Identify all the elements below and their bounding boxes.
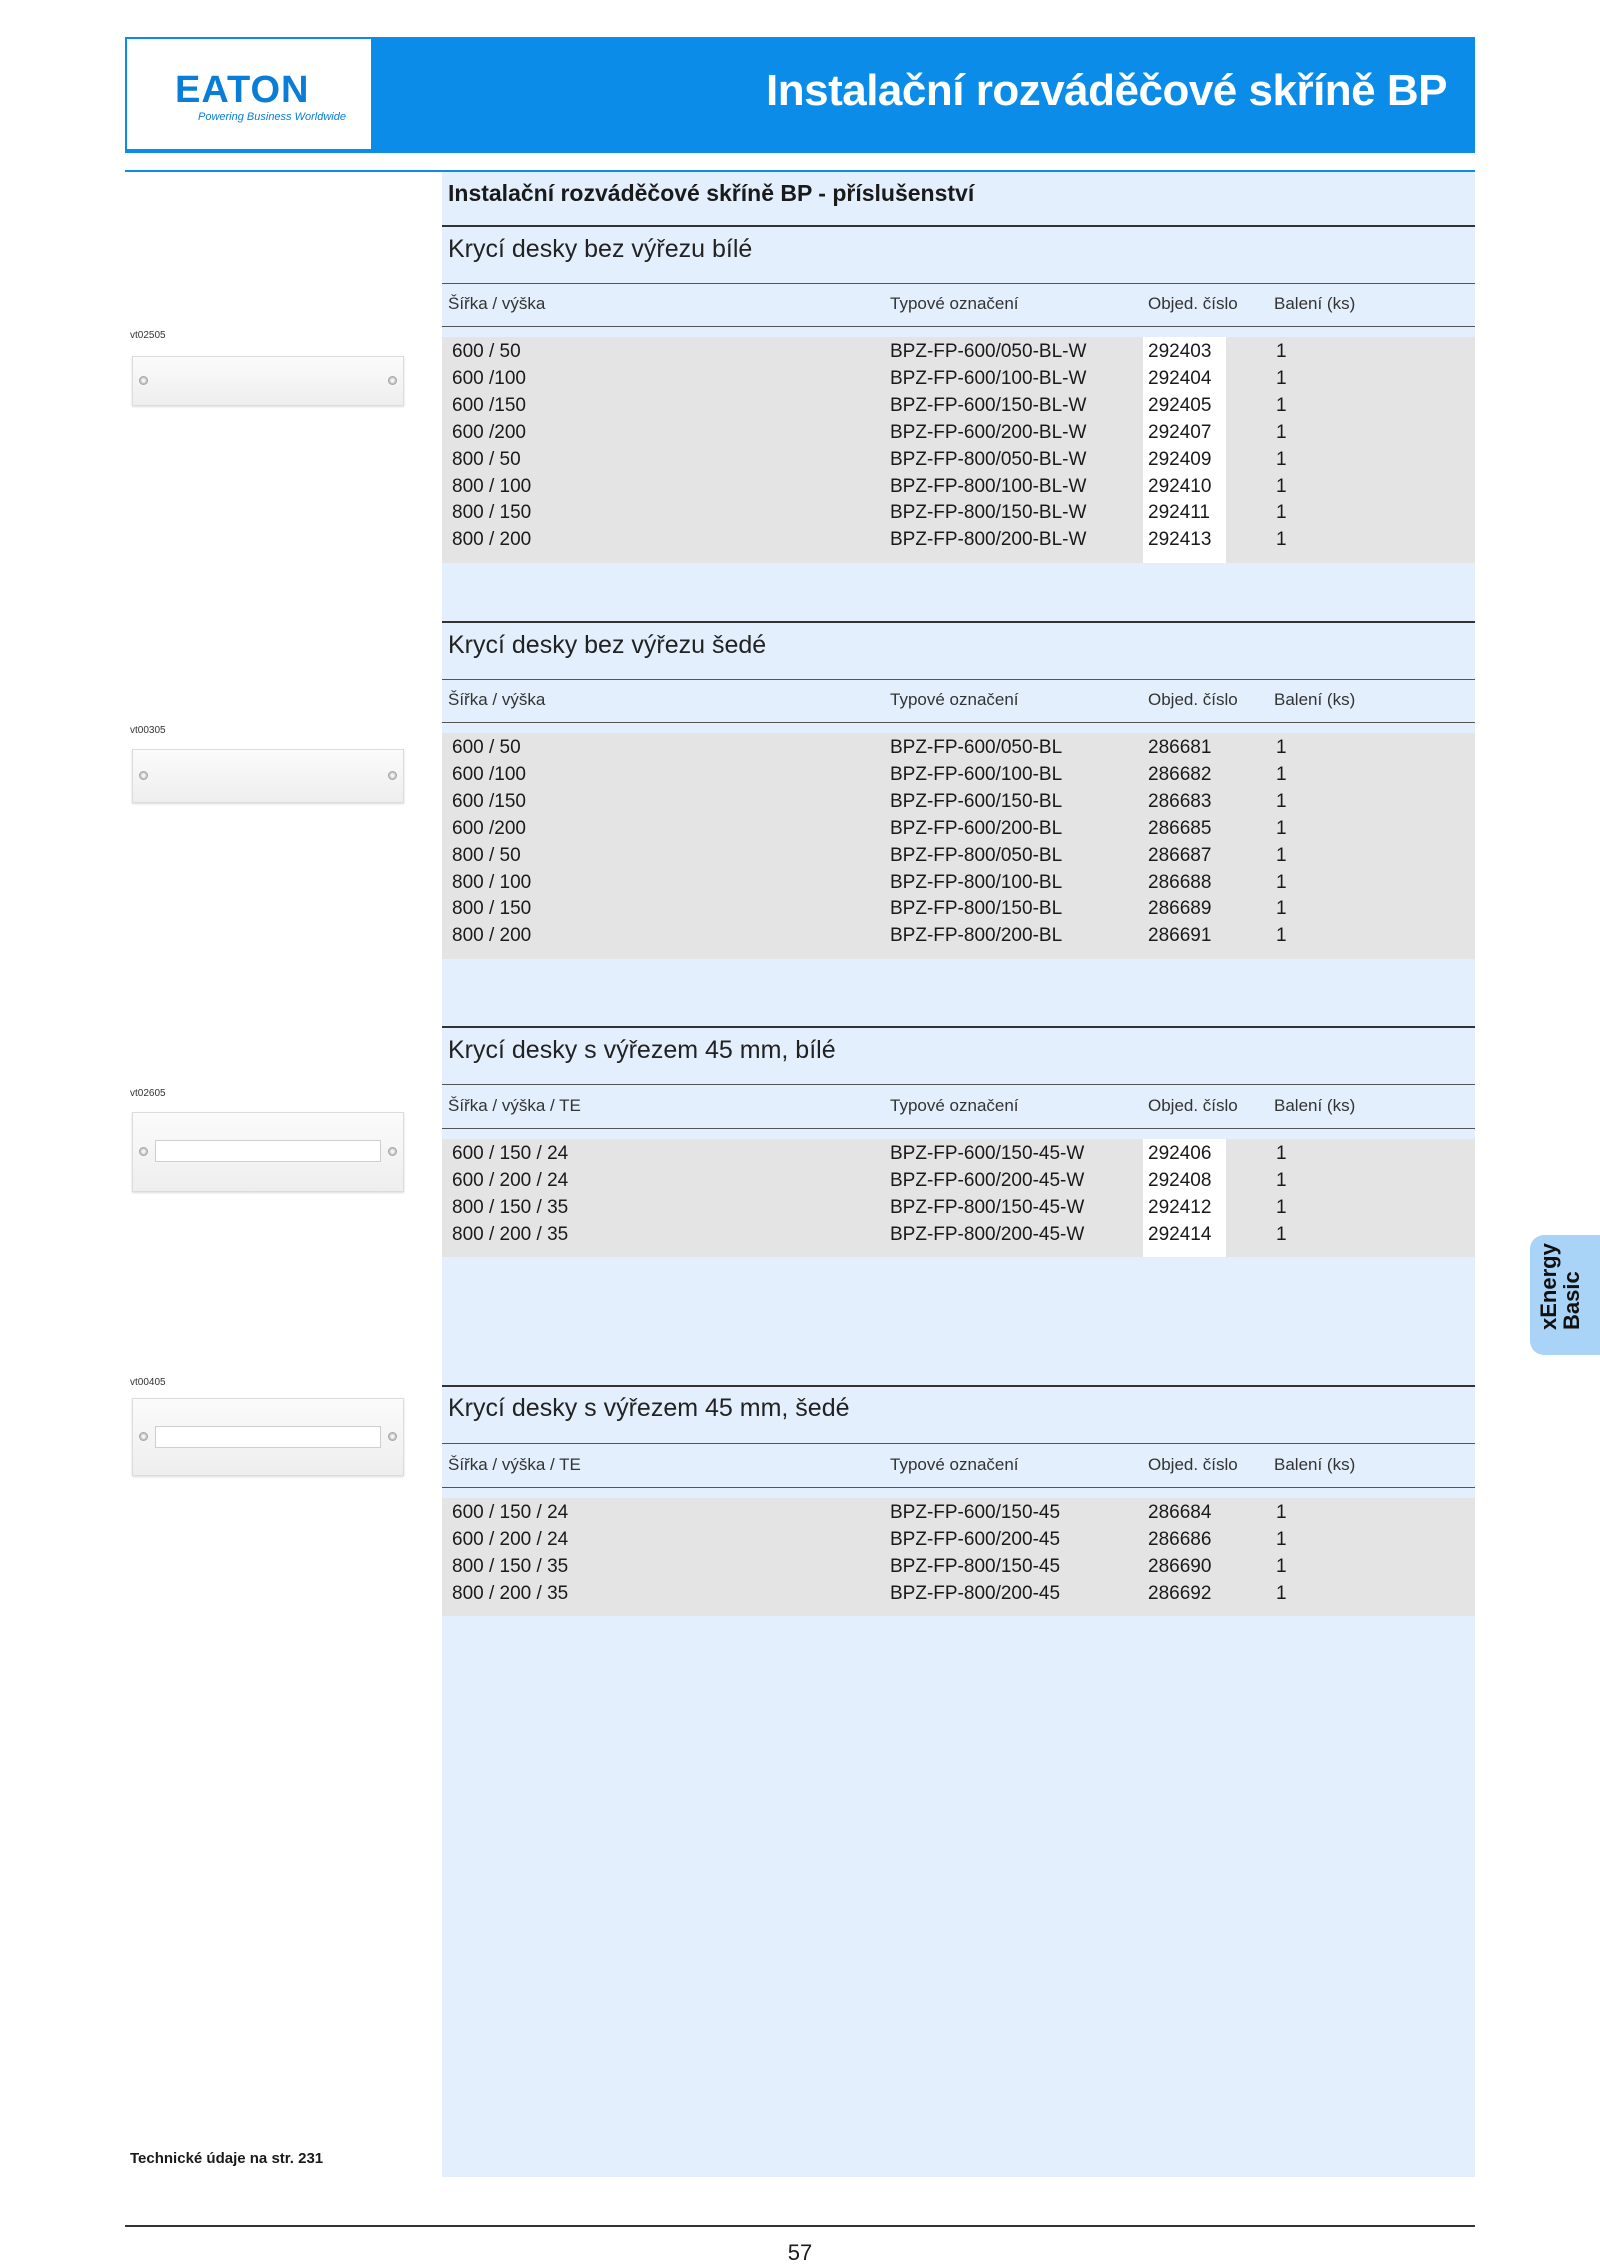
- cell-order-no: 292405: [1148, 394, 1212, 416]
- cell-type: BPZ-FP-800/200-45: [890, 1582, 1061, 1604]
- cell-type: BPZ-FP-600/150-45-W: [890, 1143, 1085, 1164]
- cell-order-no: 286690: [1148, 1555, 1212, 1577]
- table-row: [0, 341, 1600, 368]
- cell-size: 800 / 200 / 35: [452, 1223, 569, 1245]
- table-row: [0, 422, 1600, 449]
- cell-type: BPZ-FP-800/150-BL: [890, 898, 1063, 920]
- cell-type: BPZ-FP-600/150-BL: [890, 790, 1063, 812]
- cell-type: BPZ-FP-800/200-45-W: [890, 1223, 1085, 1245]
- column-header-type: Typové označení: [890, 294, 1019, 313]
- cell-size: 800 / 200: [452, 925, 532, 947]
- table-row: [0, 845, 1600, 872]
- section-divider: [442, 225, 1475, 227]
- cutout-slot: [155, 1426, 381, 1448]
- table-row: [0, 1197, 1600, 1224]
- technical-data-note: Technické údaje na str. 231: [130, 2150, 324, 2167]
- table-row: [0, 791, 1600, 818]
- cell-size: 600 /200: [452, 817, 526, 839]
- table-header-bottom-rule: [442, 326, 1475, 327]
- cell-pack: 1: [1276, 367, 1287, 389]
- cell-order-no: 292412: [1148, 1196, 1212, 1218]
- cell-size: 800 / 150: [452, 898, 532, 920]
- table-row: [0, 1170, 1600, 1197]
- cell-size: 800 / 50: [452, 448, 521, 470]
- column-header-size: Šířka / výška / TE: [448, 1096, 581, 1115]
- cell-order-no: 292407: [1148, 421, 1212, 443]
- column-header-size: Šířka / výška: [448, 690, 546, 709]
- cell-size: 800 / 150 / 35: [452, 1555, 569, 1577]
- table-header-top-rule: [442, 679, 1475, 680]
- eaton-logo: [127, 39, 371, 149]
- table-row: [0, 1529, 1600, 1556]
- cell-order-no: 292404: [1148, 367, 1212, 389]
- column-header-order-no: Objed. číslo: [1148, 690, 1238, 709]
- cell-type: BPZ-FP-800/100-BL-W: [890, 475, 1087, 497]
- cell-type: BPZ-FP-600/100-BL-W: [890, 367, 1087, 389]
- table-row: [0, 872, 1600, 899]
- table-header-top-rule: [442, 1084, 1475, 1085]
- cell-order-no: 292403: [1148, 341, 1212, 362]
- table-row: [0, 925, 1600, 952]
- cell-pack: 1: [1276, 817, 1287, 839]
- cell-order-no: 292408: [1148, 1169, 1212, 1191]
- cell-type: BPZ-FP-800/200-BL: [890, 925, 1063, 947]
- screw-icon: [139, 1432, 148, 1441]
- cell-size: 600 /150: [452, 790, 526, 812]
- cell-type: BPZ-FP-800/050-BL: [890, 844, 1063, 866]
- cell-type: BPZ-FP-800/050-BL-W: [890, 448, 1087, 470]
- page-subtitle: Instalační rozváděčové skříně BP - příslušenství: [448, 180, 975, 206]
- cell-type: BPZ-FP-600/150-45: [890, 1502, 1061, 1523]
- cell-order-no: 292409: [1148, 448, 1212, 470]
- table-row: [0, 818, 1600, 845]
- cell-size: 600 / 50: [452, 341, 521, 362]
- cover-panel-image: [132, 1398, 404, 1476]
- column-header-order-no: Objed. číslo: [1148, 294, 1238, 313]
- cell-pack: 1: [1276, 1196, 1287, 1218]
- cell-order-no: 292410: [1148, 475, 1212, 497]
- cell-type: BPZ-FP-800/200-BL-W: [890, 529, 1087, 551]
- column-header-size: Šířka / výška / TE: [448, 1455, 581, 1474]
- page-number: 57: [787, 2240, 813, 2265]
- table-row: [0, 449, 1600, 476]
- table-row: [0, 476, 1600, 503]
- cell-size: 600 / 50: [452, 737, 521, 758]
- cell-pack: 1: [1276, 502, 1287, 524]
- column-header-order-no: Objed. číslo: [1148, 1096, 1238, 1115]
- cell-type: BPZ-FP-600/200-BL-W: [890, 421, 1087, 443]
- image-code: vt02605: [130, 1088, 166, 1099]
- cell-order-no: 286684: [1148, 1502, 1212, 1523]
- table-header-top-rule: [442, 283, 1475, 284]
- cell-size: 600 / 200 / 24: [452, 1169, 569, 1191]
- table-row: [0, 368, 1600, 395]
- cell-pack: 1: [1276, 341, 1287, 362]
- cell-type: BPZ-FP-800/150-45-W: [890, 1196, 1085, 1218]
- column-header-pack: Balení (ks): [1274, 1096, 1356, 1115]
- cell-order-no: 286691: [1148, 925, 1212, 947]
- cell-pack: 1: [1276, 844, 1287, 866]
- cell-pack: 1: [1276, 1502, 1287, 1523]
- cell-size: 800 / 200 / 35: [452, 1582, 569, 1604]
- cell-size: 800 / 150 / 35: [452, 1196, 569, 1218]
- logo-wordmark: EATON: [175, 69, 310, 111]
- column-header-pack: Balení (ks): [1274, 690, 1356, 709]
- chapter-tab-label: xEnergy Basic: [1536, 1243, 1585, 1330]
- section-title: Krycí desky bez výřezu bílé: [448, 235, 753, 263]
- cell-type: BPZ-FP-800/100-BL: [890, 871, 1063, 893]
- cell-pack: 1: [1276, 1528, 1287, 1550]
- cell-pack: 1: [1276, 475, 1287, 497]
- column-header-pack: Balení (ks): [1274, 294, 1356, 313]
- cell-pack: 1: [1276, 448, 1287, 470]
- cell-pack: 1: [1276, 529, 1287, 551]
- cell-order-no: 286686: [1148, 1528, 1212, 1550]
- cell-order-no: 286692: [1148, 1582, 1212, 1604]
- page-header: [125, 37, 1475, 153]
- section-title: Krycí desky s výřezem 45 mm, šedé: [448, 1394, 850, 1422]
- cell-size: 600 /150: [452, 394, 526, 416]
- cell-pack: 1: [1276, 1223, 1287, 1245]
- cell-type: BPZ-FP-600/200-45: [890, 1528, 1061, 1550]
- column-header-size: Šířka / výška: [448, 294, 546, 313]
- table-row: [0, 1583, 1600, 1610]
- cell-order-no: 292414: [1148, 1223, 1212, 1245]
- cell-type: BPZ-FP-600/200-BL: [890, 817, 1063, 839]
- cell-order-no: 292413: [1148, 529, 1212, 551]
- cell-order-no: 286689: [1148, 898, 1212, 920]
- table-header-top-rule: [442, 1443, 1475, 1444]
- page-title: Instalační rozváděčové skříně BP: [766, 66, 1447, 115]
- cell-pack: 1: [1276, 763, 1287, 785]
- table-row: [0, 898, 1600, 925]
- section-divider: [442, 1026, 1475, 1028]
- table-row: [0, 395, 1600, 422]
- cell-size: 600 / 150 / 24: [452, 1143, 569, 1164]
- cell-pack: 1: [1276, 1143, 1287, 1164]
- cell-size: 600 /100: [452, 763, 526, 785]
- cell-order-no: 286683: [1148, 790, 1212, 812]
- screw-icon: [388, 1432, 397, 1441]
- image-code: vt00305: [130, 725, 166, 736]
- cell-size: 800 / 200: [452, 529, 532, 551]
- table-row: [0, 764, 1600, 791]
- cell-order-no: 286688: [1148, 871, 1212, 893]
- cell-type: BPZ-FP-800/150-45: [890, 1555, 1061, 1577]
- cell-type: BPZ-FP-600/050-BL: [890, 737, 1063, 758]
- cell-order-no: 286685: [1148, 817, 1212, 839]
- table-row: [0, 1556, 1600, 1583]
- cell-order-no: 292411: [1148, 502, 1210, 524]
- cell-size: 600 / 200 / 24: [452, 1528, 569, 1550]
- footer-divider: [125, 2225, 1475, 2227]
- cell-size: 800 / 100: [452, 871, 532, 893]
- table-row: [0, 502, 1600, 529]
- table-row: [0, 529, 1600, 556]
- cell-order-no: 286681: [1148, 737, 1212, 758]
- column-header-order-no: Objed. číslo: [1148, 1455, 1238, 1474]
- table-header-bottom-rule: [442, 1128, 1475, 1129]
- cell-pack: 1: [1276, 925, 1287, 947]
- cell-pack: 1: [1276, 1582, 1287, 1604]
- cell-pack: 1: [1276, 421, 1287, 443]
- cell-order-no: 286682: [1148, 763, 1212, 785]
- cell-pack: 1: [1276, 1169, 1287, 1191]
- cell-size: 800 / 50: [452, 844, 521, 866]
- cell-type: BPZ-FP-800/150-BL-W: [890, 502, 1087, 524]
- cell-pack: 1: [1276, 871, 1287, 893]
- cell-order-no: 286687: [1148, 844, 1212, 866]
- cell-size: 800 / 150: [452, 502, 532, 524]
- cell-order-no: 292406: [1148, 1143, 1212, 1164]
- column-header-pack: Balení (ks): [1274, 1455, 1356, 1474]
- image-code: vt00405: [130, 1377, 166, 1388]
- cell-size: 600 /100: [452, 367, 526, 389]
- table-row: [0, 1143, 1600, 1170]
- image-code: vt02505: [130, 330, 166, 341]
- table-header-bottom-rule: [442, 722, 1475, 723]
- column-header-type: Typové označení: [890, 690, 1019, 709]
- cell-pack: 1: [1276, 1555, 1287, 1577]
- section-title: Krycí desky bez výřezu šedé: [448, 631, 767, 659]
- column-header-type: Typové označení: [890, 1455, 1019, 1474]
- cell-pack: 1: [1276, 898, 1287, 920]
- column-header-type: Typové označení: [890, 1096, 1019, 1115]
- table-row: [0, 1502, 1600, 1529]
- cell-type: BPZ-FP-600/150-BL-W: [890, 394, 1087, 416]
- table-row: [0, 1224, 1600, 1251]
- section-divider: [442, 1385, 1475, 1387]
- table-header-bottom-rule: [442, 1487, 1475, 1488]
- cell-type: BPZ-FP-600/200-45-W: [890, 1169, 1085, 1191]
- section-divider: [442, 621, 1475, 623]
- table-row: [0, 737, 1600, 764]
- logo-tagline: Powering Business Worldwide: [198, 111, 346, 123]
- cell-type: BPZ-FP-600/050-BL-W: [890, 341, 1087, 362]
- cell-size: 600 /200: [452, 421, 526, 443]
- cell-pack: 1: [1276, 790, 1287, 812]
- cell-type: BPZ-FP-600/100-BL: [890, 763, 1063, 785]
- cell-size: 800 / 100: [452, 475, 532, 497]
- section-title: Krycí desky s výřezem 45 mm, bílé: [448, 1036, 836, 1064]
- cell-pack: 1: [1276, 394, 1287, 416]
- cell-pack: 1: [1276, 737, 1287, 758]
- cell-size: 600 / 150 / 24: [452, 1502, 569, 1523]
